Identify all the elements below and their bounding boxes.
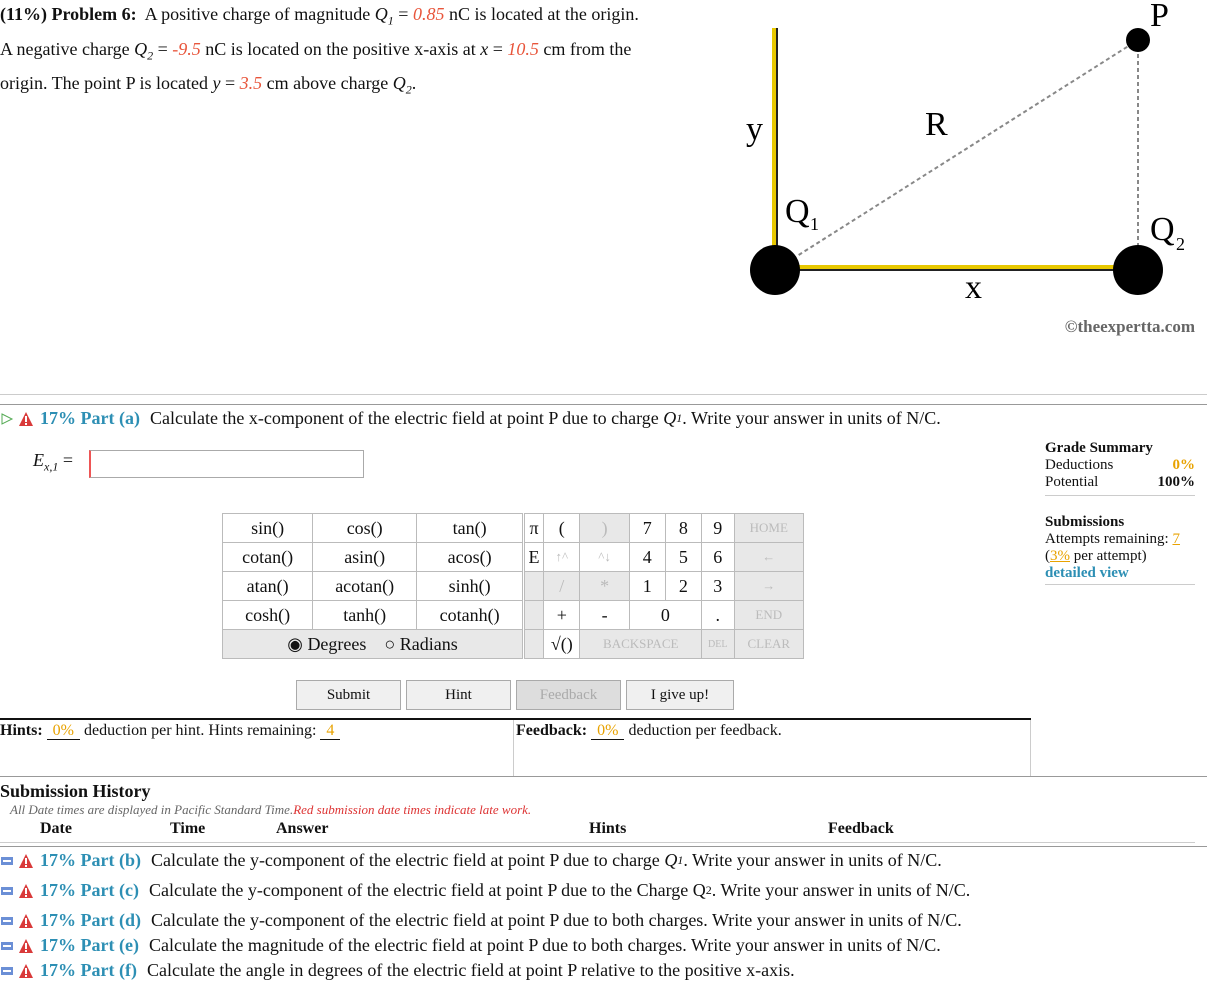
label-r: R xyxy=(925,106,948,143)
key-left[interactable]: ← xyxy=(734,543,803,572)
part-d-label[interactable]: 17% Part (d) xyxy=(40,910,141,930)
key-7[interactable]: 7 xyxy=(629,514,665,543)
key-acotan[interactable]: acotan() xyxy=(313,572,417,601)
key-right[interactable]: → xyxy=(734,572,803,601)
key-1[interactable]: 1 xyxy=(629,572,665,601)
divider xyxy=(0,394,1207,395)
q2-charge xyxy=(1113,245,1163,295)
problem-statement: (11%) Problem 6: A positive charge of magnitude $Q_1 = 0.85$ nC is located at the origin. A negative charge $Q_2 = -9.5$ nC is located on the positive x-axis at x = 10.5 cm from the origin. The point P is located y = 3.5 cm above charge $Q_2$. xyxy=(0,4,639,97)
part-e-row[interactable]: 17% Part (e) Calculate the magnitude of the electric field at point P due to both charges. Write your answer in units of N/C. xyxy=(0,935,941,956)
key-rparen[interactable]: ) xyxy=(580,514,629,543)
attempts-remaining: 7 xyxy=(1172,531,1180,547)
q2-value: -9.5 xyxy=(172,38,201,59)
key-lparen[interactable]: ( xyxy=(544,514,580,543)
label-q2: Q xyxy=(1150,211,1175,248)
key-end[interactable]: END xyxy=(734,601,803,630)
key-9[interactable]: 9 xyxy=(702,514,735,543)
feedback-deduction: 0% xyxy=(591,722,624,740)
divider xyxy=(0,404,1207,405)
key-dot[interactable]: . xyxy=(702,601,735,630)
key-pi[interactable]: π xyxy=(525,514,544,543)
label-q1-sub: 1 xyxy=(810,214,819,234)
key-plus[interactable]: + xyxy=(544,601,580,630)
label-q1: Q xyxy=(785,193,810,230)
copyright: ©theexpertta.com xyxy=(1064,317,1195,336)
key-atan[interactable]: atan() xyxy=(223,572,313,601)
charge-diagram xyxy=(740,0,1207,345)
expand-icon[interactable] xyxy=(0,964,14,978)
key-clear[interactable]: CLEAR xyxy=(734,630,803,659)
divider xyxy=(0,718,1031,720)
key-asin[interactable]: asin() xyxy=(313,543,417,572)
give-up-button[interactable]: I give up! xyxy=(626,680,734,710)
problem-heading: (11%) Problem 6: xyxy=(0,4,137,24)
part-c-label[interactable]: 17% Part (c) xyxy=(40,880,139,900)
part-e-label[interactable]: 17% Part (e) xyxy=(40,935,139,955)
hints-deduction: 0% xyxy=(47,722,80,740)
x-value: 10.5 xyxy=(507,38,539,59)
warning-icon xyxy=(18,411,34,427)
key-4[interactable]: 4 xyxy=(629,543,665,572)
q1-value: 0.85 xyxy=(412,4,445,24)
hints-info: Hints: 0% deduction per hint. Hints remaining: 4 xyxy=(0,722,340,740)
y-value: 3.5 xyxy=(239,73,263,94)
part-b-label[interactable]: 17% Part (b) xyxy=(40,850,141,870)
key-star[interactable]: * xyxy=(580,572,629,601)
key-5[interactable]: 5 xyxy=(665,543,701,572)
q1-symbol: Q xyxy=(374,4,388,24)
problem-text: A positive charge of magnitude xyxy=(144,4,371,24)
angle-mode xyxy=(223,630,523,659)
detailed-view-link[interactable]: detailed view xyxy=(1045,565,1129,581)
key-sqrt[interactable]: √() xyxy=(544,630,580,659)
key-cotan[interactable]: cotan() xyxy=(223,543,313,572)
part-f-label[interactable]: 17% Part (f) xyxy=(40,960,137,980)
key-tanh[interactable]: tanh() xyxy=(313,601,417,630)
answer-input[interactable] xyxy=(89,450,364,478)
label-q2-sub: 2 xyxy=(1176,234,1185,254)
key-acos[interactable]: acos() xyxy=(417,543,523,572)
key-minus[interactable]: - xyxy=(580,601,629,630)
radians-radio[interactable]: ○ Radians xyxy=(384,633,458,654)
key-up[interactable]: ↑^ xyxy=(544,543,580,572)
key-0[interactable]: 0 xyxy=(629,601,701,630)
hints-remaining: 4 xyxy=(320,722,340,740)
key-8[interactable]: 8 xyxy=(665,514,701,543)
degrees-radio[interactable]: ◉ Degrees xyxy=(287,633,367,654)
point-p xyxy=(1126,28,1150,52)
warning-icon xyxy=(18,853,34,869)
expand-icon[interactable] xyxy=(0,939,14,953)
key-3[interactable]: 3 xyxy=(702,572,735,601)
expand-icon[interactable] xyxy=(0,854,14,868)
key-e[interactable]: E xyxy=(525,543,544,572)
history-note: All Date times are displayed in Pacific Standard Time.Red submission date times indicate late work. xyxy=(10,802,532,817)
key-slash[interactable]: / xyxy=(544,572,580,601)
hint-button[interactable]: Hint xyxy=(406,680,511,710)
key-home[interactable]: HOME xyxy=(734,514,803,543)
part-c-row[interactable]: 17% Part (c) Calculate the y-component of the electric field at point P due to the Charge Q 2 . Write your answer in units of N/C. xyxy=(0,880,970,901)
submit-button[interactable]: Submit xyxy=(296,680,401,710)
part-a-label[interactable]: 17% Part (a) xyxy=(40,408,140,428)
history-header: Date Time Answer Hints Feedback xyxy=(0,820,1195,843)
part-a-header: 17% Part (a) Calculate the x-component of the electric field at point P due to charge Q 1 . Write your answer in units of N/C. xyxy=(0,408,941,429)
expand-triangle-icon[interactable] xyxy=(0,412,14,426)
history-title: Submission History xyxy=(0,781,151,801)
feedback-info: Feedback: 0% deduction per feedback. xyxy=(516,722,782,739)
grade-summary: Grade Summary Deductions 0% Potential 100% Submissions Attempts remaining: 7 (3% per attempt) detailed view xyxy=(1045,440,1195,585)
number-keypad xyxy=(524,513,804,659)
key-sinh[interactable]: sinh() xyxy=(417,572,523,601)
warning-icon xyxy=(18,883,34,899)
key-2[interactable]: 2 xyxy=(665,572,701,601)
part-a-text: Calculate the x-component of the electric field at point P due to charge xyxy=(149,408,659,428)
r-line xyxy=(775,40,1138,270)
warning-icon xyxy=(18,913,34,929)
expand-icon[interactable] xyxy=(0,914,14,928)
part-f-row[interactable]: 17% Part (f) Calculate the angle in degrees of the electric field at point P relative to the positive x-axis. xyxy=(0,960,795,981)
label-x: x xyxy=(965,269,982,306)
label-p: P xyxy=(1150,0,1169,34)
key-cos[interactable]: cos() xyxy=(313,514,417,543)
expand-icon[interactable] xyxy=(0,884,14,898)
potential-value: 100% xyxy=(1157,474,1195,490)
part-d-row[interactable]: 17% Part (d) Calculate the y-component of the electric field at point P due to both charges. Write your answer in units of N/C. xyxy=(0,910,962,931)
key-del[interactable]: DEL xyxy=(702,630,735,659)
label-y: y xyxy=(746,111,763,148)
feedback-button[interactable]: Feedback xyxy=(516,680,621,710)
deductions-value: 0% xyxy=(1172,457,1195,473)
q1-charge xyxy=(750,245,800,295)
function-keypad xyxy=(222,513,523,659)
key-sin[interactable]: sin() xyxy=(223,514,313,543)
key-cotanh[interactable]: cotanh() xyxy=(417,601,523,630)
key-tan[interactable]: tan() xyxy=(417,514,523,543)
key-cosh[interactable]: cosh() xyxy=(223,601,313,630)
answer-label: $E_{x,1}$ = xyxy=(33,450,73,474)
warning-icon xyxy=(18,938,34,954)
key-6[interactable]: 6 xyxy=(702,543,735,572)
warning-icon xyxy=(18,963,34,979)
key-down[interactable]: ^↓ xyxy=(580,543,629,572)
part-b-row[interactable]: 17% Part (b) Calculate the y-component of the electric field at point P due to charge Q 1 . Write your answer in units of N/C. xyxy=(0,850,942,871)
key-backspace[interactable]: BACKSPACE xyxy=(580,630,702,659)
